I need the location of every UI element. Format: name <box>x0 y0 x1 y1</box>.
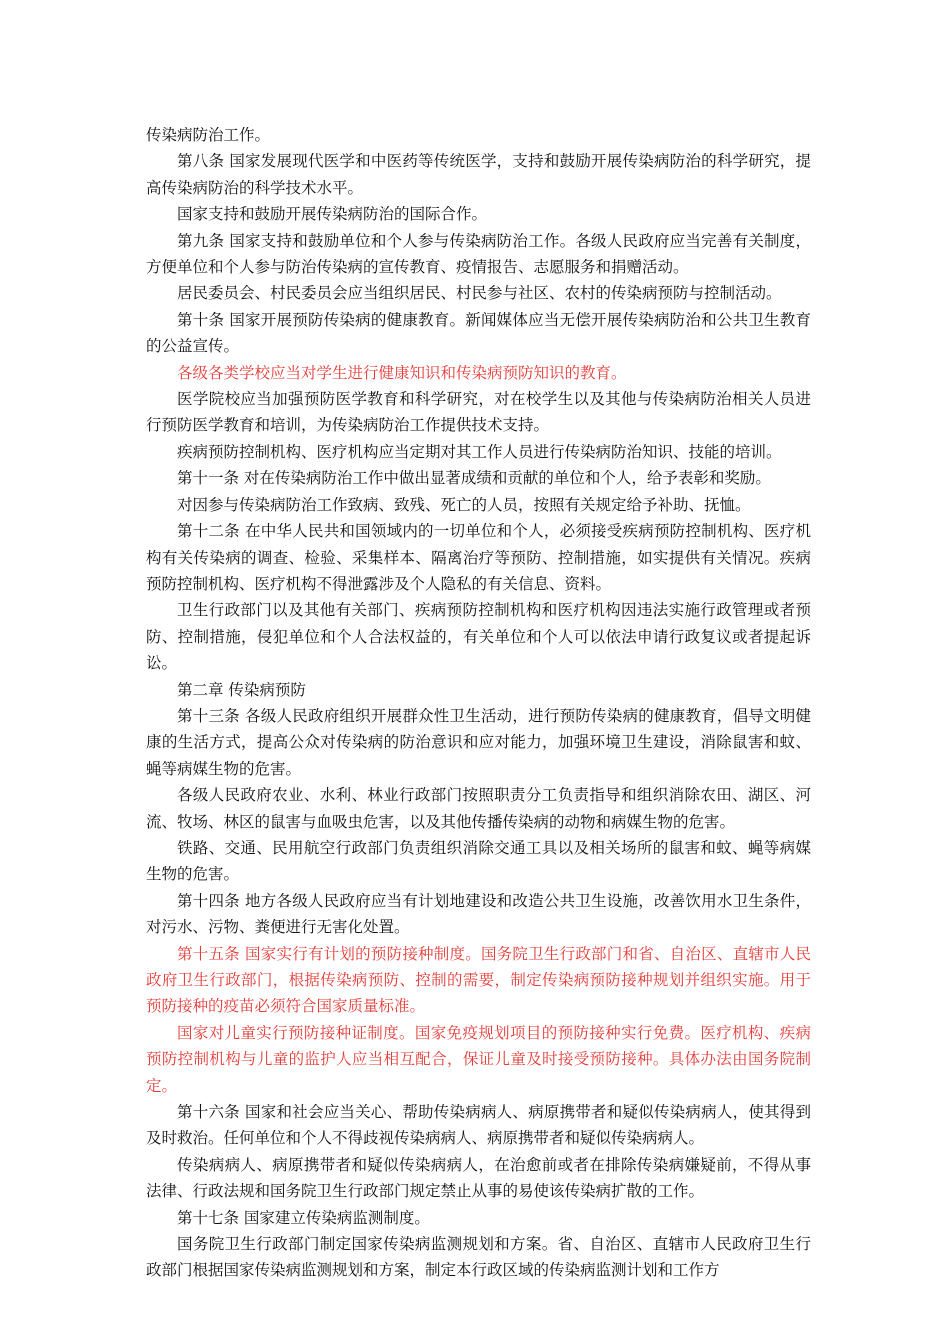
paragraph-article-11: 第十一条 对在传染病防治工作中做出显著成绩和贡献的单位和个人，给予表彰和奖励。 <box>177 469 771 488</box>
paragraph-article-10: 第十条 国家开展预防传染病的健康教育。新闻媒体应当无偿开展传染病防治和公共卫生教育的公益宣传。 <box>146 310 811 356</box>
paragraph-staff-training: 疾病预防控制机构、医疗机构应当定期对其工作人员进行传染病防治知识、技能的培训。 <box>177 442 782 461</box>
paragraph-schools-highlighted: 各级各类学校应当对学生进行健康知识和传染病预防知识的教育。 <box>177 363 627 382</box>
document-page <box>146 122 811 1284</box>
paragraph-agriculture: 各级人民政府农业、水利、林业行政部门按照职责分工负责指导和组织消除农田、湖区、河流、牧场、林区的鼠害与血吸虫危害，以及其他传播传染病的动物和病媒生物的危害。 <box>146 786 811 831</box>
chapter-heading: 第二章 传染病预防 <box>177 680 306 699</box>
paragraph-article-9: 第九条 国家支持和鼓励单位和个人参与传染病防治工作。各级人民政府应当完善有关制度，方便单位和个人参与防治传染病的宣传教育、疫情报告、志愿服务和捐赠活动。 <box>146 231 811 277</box>
paragraph-monitoring-plan: 国务院卫生行政部门制定国家传染病监测规划和方案。省、自治区、直辖市人民政府卫生行政部门根据国家传染病监测规划和方案，制定本行政区域的传染病监测计划和工作方 <box>146 1235 811 1280</box>
paragraph-committees: 居民委员会、村民委员会应当组织居民、村民参与社区、农村的传染病预防与控制活动。 <box>177 284 782 303</box>
paragraph-international-cooperation: 国家支持和鼓励开展传染病防治的国际合作。 <box>177 205 488 224</box>
paragraph-article-17: 第十七条 国家建立传染病监测制度。 <box>177 1208 430 1227</box>
paragraph-article-14: 第十四条 地方各级人民政府应当有计划地建设和改造公共卫生设施，改善饮用水卫生条件，对污水、污物、粪便进行无害化处置。 <box>146 891 811 937</box>
paragraph-medical-schools: 医学院校应当加强预防医学教育和科学研究，对在校学生以及其他与传染病防治相关人员进行预防医学教育和培训，为传染病防治工作提供技术支持。 <box>146 390 811 435</box>
paragraph-administrative-review: 卫生行政部门以及其他有关部门、疾病预防控制机构和医疗机构因违法实施行政管理或者预防、控制措施，侵犯单位和个人合法权益的，有关单位和个人可以依法申请行政复议或者提起诉讼。 <box>146 601 811 673</box>
paragraph-compensation: 对因参与传染病防治工作致病、致残、死亡的人员，按照有关规定给予补助、抚恤。 <box>177 495 751 514</box>
paragraph-article-8: 第八条 国家发展现代医学和中医药等传统医学，支持和鼓励开展传染病防治的科学研究，提高传染病防治的科学技术水平。 <box>146 152 811 197</box>
paragraph-article-12: 第十二条 在中华人民共和国领域内的一切单位和个人，必须接受疾病预防控制机构、医疗机构有关传染病的调查、检验、采集样本、隔离治疗等预防、控制措施，如实提供有关情况。疾病预防控制机构、医疗机构不得泄露涉及个人隐私的有关信息、资料。 <box>146 522 811 593</box>
paragraph-article-16: 第十六条 国家和社会应当关心、帮助传染病病人、病原携带者和疑似传染病病人，使其得到及时救治。任何单位和个人不得歧视传染病病人、病原携带者和疑似传染病病人。 <box>146 1103 811 1148</box>
paragraph-work-restriction: 传染病病人、病原携带者和疑似传染病病人，在治愈前或者在排除传染病嫌疑前，不得从事法律、行政法规和国务院卫生行政部门规定禁止从事的易使该传染病扩散的工作。 <box>146 1155 811 1201</box>
paragraph-continuation: 传染病防治工作。 <box>146 126 271 144</box>
paragraph-vaccination-certificate-highlighted: 国家对儿童实行预防接种证制度。国家免疫规划项目的预防接种实行免费。医疗机构、疾病预防控制机构与儿童的监护人应当相互配合，保证儿童及时接受预防接种。具体办法由国务院制定。 <box>146 1023 811 1095</box>
paragraph-article-15-highlighted: 第十五条 国家实行有计划的预防接种制度。国务院卫生行政部门和省、自治区、直辖市人民政府卫生行政部门，根据传染病预防、控制的需要，制定传染病预防接种规划并组织实施。用于预防接种的疫苗必须符合国家质量标准。 <box>146 944 811 1016</box>
paragraph-article-13: 第十三条 各级人民政府组织开展群众性卫生活动，进行预防传染病的健康教育，倡导文明健康的生活方式，提高公众对传染病的防治意识和应对能力，加强环境卫生建设，消除鼠害和蚊、蝇等病媒生物的危害。 <box>146 706 811 778</box>
paragraph-transport: 铁路、交通、民用航空行政部门负责组织消除交通工具以及相关场所的鼠害和蚊、蝇等病媒生物的危害。 <box>146 838 811 884</box>
